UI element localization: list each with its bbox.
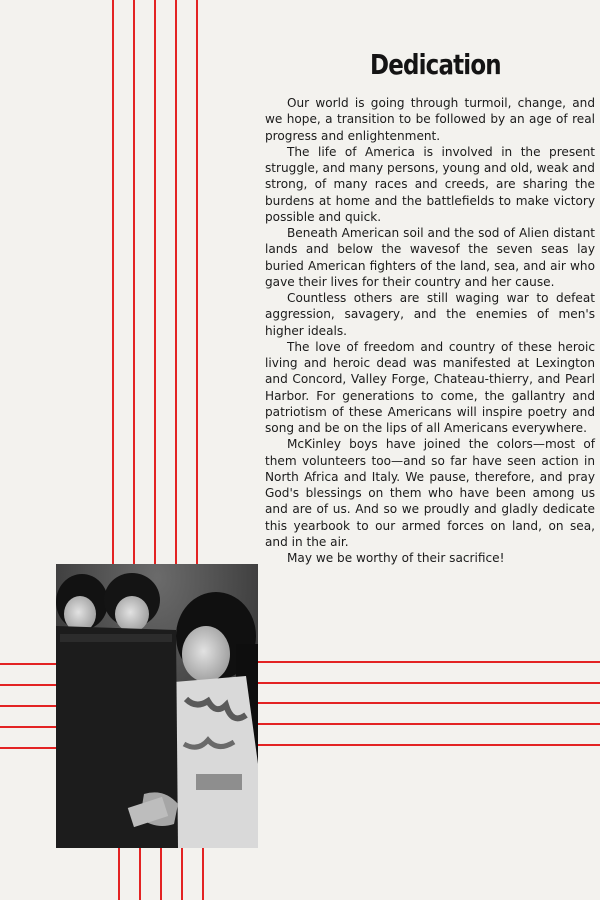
red-rule-vertical bbox=[202, 848, 204, 900]
red-rule-horizontal bbox=[258, 702, 600, 704]
red-rule-horizontal bbox=[0, 663, 56, 665]
red-rule-horizontal bbox=[0, 726, 56, 728]
red-rule-vertical bbox=[160, 848, 162, 900]
paragraph: Our world is going through turmoil, change, and we hope, a transition to be followed by an age of real progress and enlightenment. bbox=[265, 96, 595, 143]
paragraph: Beneath American soil and the sod of Alien distant lands and below the wavesof the seven seas lay buried American fighters of the land, sea, and air who gave their lives for their country and her cause. bbox=[265, 226, 595, 289]
paragraph: Countless others are still waging war to defeat aggression, savagery, and the enemies of men's higher ideals. bbox=[265, 291, 595, 338]
red-rule-horizontal bbox=[0, 684, 56, 686]
red-rule-horizontal bbox=[258, 744, 600, 746]
red-rule-vertical bbox=[118, 848, 120, 900]
red-rule-horizontal bbox=[258, 723, 600, 725]
photo-of-three-girls bbox=[56, 564, 258, 848]
paragraph: The love of freedom and country of these heroic living and heroic dead was manifested at Lexington and Concord, Valley Forge, Chateau-thierry, and Pearl Harbor. For generations to come, the gallantry and patriotism of these Americans will inspire poetry and song and be on the lips of all Americans everywhere. bbox=[265, 339, 595, 435]
red-rule-vertical bbox=[196, 0, 198, 564]
red-rule-horizontal bbox=[0, 747, 56, 749]
red-rule-vertical bbox=[112, 0, 114, 564]
red-rule-vertical bbox=[181, 848, 183, 900]
red-rule-vertical bbox=[133, 0, 135, 564]
paragraph: The life of America is involved in the present struggle, and many persons, young and old, weak and strong, of many races and creeds, are sharing the burdens at home and the battlefields to make victory possible and quick. bbox=[265, 144, 595, 224]
dedication-text bbox=[265, 95, 595, 566]
photo-image bbox=[56, 564, 258, 848]
red-rule-vertical bbox=[154, 0, 156, 564]
red-rule-horizontal bbox=[258, 661, 600, 663]
red-rule-horizontal bbox=[0, 705, 56, 707]
red-rule-horizontal bbox=[258, 682, 600, 684]
closing-line: May we be worthy of their sacrifice! bbox=[287, 551, 505, 565]
red-rule-vertical bbox=[139, 848, 141, 900]
red-rule-vertical bbox=[175, 0, 177, 564]
paragraph: McKinley boys have joined the colors—most of them volunteers too—and so far have seen action in North Africa and Italy. We pause, therefore, and pray God's blessings on them who have been among us and are of us. And so we proudly and gladly dedicate this yearbook to our armed forces on land, on sea, and in the air. bbox=[265, 437, 595, 549]
page-title: Dedication bbox=[370, 48, 501, 81]
